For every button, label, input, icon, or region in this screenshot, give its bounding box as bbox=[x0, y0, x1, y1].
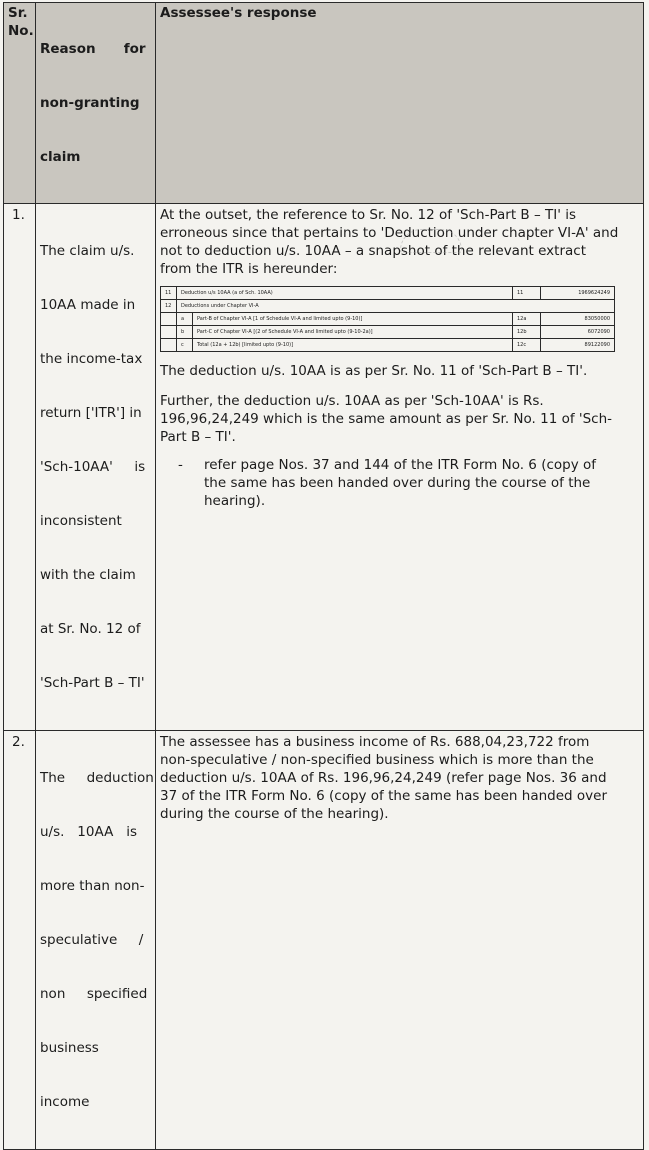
header-sr-no: Sr. No. bbox=[4, 3, 36, 204]
snapshot-row: 12 Deductions under Chapter VI-A bbox=[161, 300, 615, 313]
table-row bbox=[4, 731, 644, 1150]
row-response: The assessee has a business income of Rs. 688,04,23,722 from non-speculative / non-specified business which is more than the deduction u/s. 10AA of Rs. 196,96,24,249 (refer page Nos. 36 and 37 of the ITR Form No. 6 (copy of the same has been handed over during the course of the hearing). bbox=[156, 731, 644, 1150]
bullet-dash: - bbox=[178, 457, 183, 473]
snapshot-row: c Total (12a + 12b) [limited upto (9-10)] 12c 89122090 bbox=[161, 339, 615, 352]
response-intro: At the outset, the reference to Sr. No. 12 of 'Sch-Part B – TI' is erroneous since that pertains to 'Deduction under chapter VI-A' and not to deduction u/s. 10AA – a snapshot of the relevant extract from the ITR is hereunder: bbox=[160, 207, 619, 277]
faint-seal-stamp bbox=[400, 229, 462, 253]
reference-bullet: - refer page Nos. 37 and 144 of the ITR Form No. 6 (copy of the same has been handed over during the course of the hearing). bbox=[178, 457, 597, 509]
response-para-1: The deduction u/s. 10AA is as per Sr. No. 11 of 'Sch-Part B – TI'. bbox=[160, 363, 588, 379]
response-para-2: Further, the deduction u/s. 10AA as per 'Sch-10AA' is Rs. 196,96,24,249 which is the same amount as per Sr. No. 11 of 'Sch- Part B – TI'. bbox=[160, 393, 613, 445]
snapshot-row: a Part-B of Chapter VI-A [1 of Schedule VI-A and limited upto (9-10)] 12a 83050000 bbox=[161, 313, 615, 326]
snapshot-row: 11 Deduction u/s 10AA (a of Sch. 10AA) 11 1969624249 bbox=[161, 287, 615, 300]
row-sr-no: 1. bbox=[4, 204, 36, 731]
header-response: Assessee's response bbox=[156, 3, 644, 204]
snapshot-row: b Part-C of Chapter VI-A [(2 of Schedule VI-A and limited upto (9-10-2a)] 12b 6072090 bbox=[161, 326, 615, 339]
itr-snapshot-table bbox=[160, 286, 615, 352]
reasons-response-table bbox=[3, 2, 644, 1150]
row-sr-no: 2. bbox=[4, 731, 36, 1150]
table-row bbox=[4, 204, 644, 731]
header-reason: Reason for non-granting claim bbox=[36, 3, 156, 204]
row-reason: The claim u/s. 10AA made in the income-tax return ['ITR'] in 'Sch-10AA' is inconsistent with the claim at Sr. No. 12 of 'Sch-Part B – TI' bbox=[36, 204, 156, 731]
row-response bbox=[156, 204, 644, 731]
table-header-row bbox=[4, 3, 644, 204]
row-reason: The deduction u/s. 10AA is more than non- speculative / non specified business income bbox=[36, 731, 156, 1150]
